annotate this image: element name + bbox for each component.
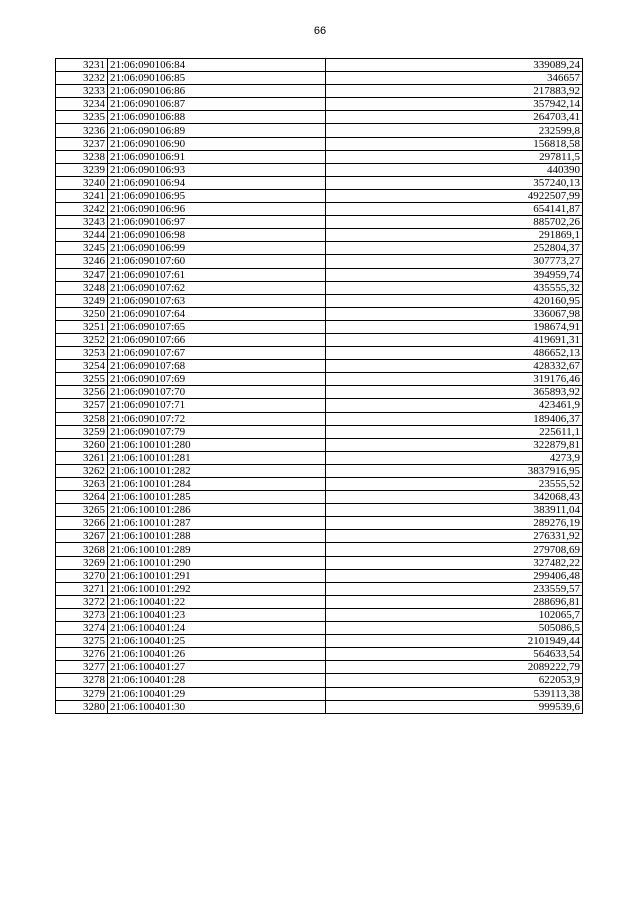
- cadastral-number-cell: 21:06:100101:289: [108, 543, 326, 556]
- cadastral-number-cell: 21:06:100401:22: [108, 595, 326, 608]
- table-row: [56, 543, 583, 556]
- cadastral-number-cell: 21:06:090107:68: [108, 360, 326, 373]
- table-row: [56, 150, 583, 163]
- cadastral-value-cell: 2089222,79: [326, 661, 583, 674]
- table-row: [56, 163, 583, 176]
- cadastral-value-cell: 198674,91: [326, 320, 583, 333]
- cadastral-value-cell: 440390: [326, 163, 583, 176]
- cadastral-value-cell: 264703,41: [326, 111, 583, 124]
- cadastral-value-cell: 217883,92: [326, 85, 583, 98]
- cadastral-number-cell: 21:06:100101:281: [108, 451, 326, 464]
- cadastral-value-cell: 288696,81: [326, 595, 583, 608]
- cadastral-value-cell: 2101949,44: [326, 635, 583, 648]
- table-row: [56, 556, 583, 569]
- row-number-cell: 3253: [56, 347, 108, 360]
- table-row: [56, 255, 583, 268]
- table-row: [56, 674, 583, 687]
- cadastral-value-cell: 297811,5: [326, 150, 583, 163]
- row-number-cell: 3243: [56, 216, 108, 229]
- table-row: [56, 98, 583, 111]
- cadastral-number-cell: 21:06:100101:290: [108, 556, 326, 569]
- cadastral-value-cell: 435555,32: [326, 281, 583, 294]
- row-number-cell: 3232: [56, 72, 108, 85]
- row-number-cell: 3249: [56, 294, 108, 307]
- table-row: [56, 425, 583, 438]
- row-number-cell: 3260: [56, 438, 108, 451]
- cadastral-value-cell: 339089,24: [326, 59, 583, 72]
- table-body: [56, 59, 583, 714]
- row-number-cell: 3257: [56, 399, 108, 412]
- cadastral-value-cell: 4273,9: [326, 451, 583, 464]
- table-row: [56, 569, 583, 582]
- cadastral-number-cell: 21:06:100101:280: [108, 438, 326, 451]
- cadastral-value-cell: 307773,27: [326, 255, 583, 268]
- cadastral-number-cell: 21:06:090106:84: [108, 59, 326, 72]
- cadastral-number-cell: 21:06:090107:60: [108, 255, 326, 268]
- row-number-cell: 3237: [56, 137, 108, 150]
- cadastral-number-cell: 21:06:090107:79: [108, 425, 326, 438]
- table-row: [56, 622, 583, 635]
- cadastral-number-cell: 21:06:100101:287: [108, 517, 326, 530]
- row-number-cell: 3231: [56, 59, 108, 72]
- cadastral-value-cell: 319176,46: [326, 373, 583, 386]
- cadastral-number-cell: 21:06:090106:94: [108, 176, 326, 189]
- cadastral-value-cell: 225611,1: [326, 425, 583, 438]
- cadastral-value-cell: 885702,26: [326, 216, 583, 229]
- cadastral-value-cell: 23555,52: [326, 478, 583, 491]
- row-number-cell: 3240: [56, 176, 108, 189]
- row-number-cell: 3278: [56, 674, 108, 687]
- table-row: [56, 360, 583, 373]
- table-row: [56, 464, 583, 477]
- cadastral-value-cell: 279708,69: [326, 543, 583, 556]
- row-number-cell: 3266: [56, 517, 108, 530]
- cadastral-number-cell: 21:06:100401:28: [108, 674, 326, 687]
- table-row: [56, 111, 583, 124]
- cadastral-number-cell: 21:06:100101:282: [108, 464, 326, 477]
- row-number-cell: 3274: [56, 622, 108, 635]
- row-number-cell: 3273: [56, 608, 108, 621]
- cadastral-value-cell: 291869,1: [326, 229, 583, 242]
- cadastral-value-cell: 276331,92: [326, 530, 583, 543]
- row-number-cell: 3269: [56, 556, 108, 569]
- table-row: [56, 412, 583, 425]
- cadastral-number-cell: 21:06:100101:284: [108, 478, 326, 491]
- cadastral-number-cell: 21:06:090106:97: [108, 216, 326, 229]
- cadastral-number-cell: 21:06:090106:91: [108, 150, 326, 163]
- table-row: [56, 582, 583, 595]
- row-number-cell: 3262: [56, 464, 108, 477]
- row-number-cell: 3246: [56, 255, 108, 268]
- table-row: [56, 635, 583, 648]
- row-number-cell: 3244: [56, 229, 108, 242]
- table-row: [56, 700, 583, 713]
- row-number-cell: 3245: [56, 242, 108, 255]
- table-row: [56, 438, 583, 451]
- cadastral-number-cell: 21:06:100101:291: [108, 569, 326, 582]
- table-row: [56, 216, 583, 229]
- cadastral-number-cell: 21:06:090107:70: [108, 386, 326, 399]
- cadastral-value-cell: 357240,13: [326, 176, 583, 189]
- row-number-cell: 3234: [56, 98, 108, 111]
- cadastral-number-cell: 21:06:090106:98: [108, 229, 326, 242]
- cadastral-value-cell: 423461,9: [326, 399, 583, 412]
- table-row: [56, 242, 583, 255]
- table-row: [56, 320, 583, 333]
- table-row: [56, 373, 583, 386]
- cadastral-number-cell: 21:06:090106:86: [108, 85, 326, 98]
- cadastral-value-cell: 428332,67: [326, 360, 583, 373]
- cadastral-value-cell: 383911,04: [326, 504, 583, 517]
- cadastral-value-cell: 156818,58: [326, 137, 583, 150]
- cadastral-number-cell: 21:06:100101:292: [108, 582, 326, 595]
- table-row: [56, 451, 583, 464]
- table-row: [56, 347, 583, 360]
- row-number-cell: 3277: [56, 661, 108, 674]
- cadastral-value-cell: 486652,13: [326, 347, 583, 360]
- row-number-cell: 3238: [56, 150, 108, 163]
- row-number-cell: 3239: [56, 163, 108, 176]
- cadastral-value-cell: 505086,5: [326, 622, 583, 635]
- row-number-cell: 3235: [56, 111, 108, 124]
- table-row: [56, 661, 583, 674]
- page-number: 66: [313, 25, 327, 37]
- row-number-cell: 3270: [56, 569, 108, 582]
- row-number-cell: 3259: [56, 425, 108, 438]
- cadastral-value-cell: 365893,92: [326, 386, 583, 399]
- row-number-cell: 3252: [56, 333, 108, 346]
- table-row: [56, 504, 583, 517]
- row-number-cell: 3258: [56, 412, 108, 425]
- row-number-cell: 3271: [56, 582, 108, 595]
- cadastral-value-cell: 327482,22: [326, 556, 583, 569]
- table-row: [56, 85, 583, 98]
- cadastral-value-cell: 394959,74: [326, 268, 583, 281]
- cadastral-number-cell: 21:06:090106:99: [108, 242, 326, 255]
- table-row: [56, 229, 583, 242]
- cadastral-number-cell: 21:06:100101:285: [108, 491, 326, 504]
- cadastral-value-cell: 622053,9: [326, 674, 583, 687]
- cadastral-number-cell: 21:06:090107:64: [108, 307, 326, 320]
- cadastral-number-cell: 21:06:090107:63: [108, 294, 326, 307]
- cadastral-value-cell: 4922507,99: [326, 189, 583, 202]
- table-row: [56, 687, 583, 700]
- table-row: [56, 530, 583, 543]
- row-number-cell: 3265: [56, 504, 108, 517]
- table-row: [56, 399, 583, 412]
- cadastral-value-cell: 233559,57: [326, 582, 583, 595]
- row-number-cell: 3263: [56, 478, 108, 491]
- cadastral-number-cell: 21:06:100401:25: [108, 635, 326, 648]
- cadastral-number-cell: 21:06:090107:65: [108, 320, 326, 333]
- cadastral-number-cell: 21:06:090107:62: [108, 281, 326, 294]
- table-row: [56, 294, 583, 307]
- cadastral-value-cell: 232599,8: [326, 124, 583, 137]
- row-number-cell: 3233: [56, 85, 108, 98]
- table-row: [56, 386, 583, 399]
- cadastral-value-cell: 252804,37: [326, 242, 583, 255]
- cadastral-number-cell: 21:06:090107:72: [108, 412, 326, 425]
- cadastral-number-cell: 21:06:090107:66: [108, 333, 326, 346]
- row-number-cell: 3264: [56, 491, 108, 504]
- cadastral-number-cell: 21:06:100401:30: [108, 700, 326, 713]
- row-number-cell: 3248: [56, 281, 108, 294]
- cadastral-value-cell: 420160,95: [326, 294, 583, 307]
- cadastral-value-cell: 336067,98: [326, 307, 583, 320]
- row-number-cell: 3279: [56, 687, 108, 700]
- cadastral-number-cell: 21:06:090106:88: [108, 111, 326, 124]
- row-number-cell: 3267: [56, 530, 108, 543]
- cadastral-value-cell: 342068,43: [326, 491, 583, 504]
- table-row: [56, 176, 583, 189]
- table-row: [56, 59, 583, 72]
- table-row: [56, 72, 583, 85]
- row-number-cell: 3236: [56, 124, 108, 137]
- table-row: [56, 333, 583, 346]
- table-row: [56, 595, 583, 608]
- row-number-cell: 3256: [56, 386, 108, 399]
- cadastral-value-cell: 299406,48: [326, 569, 583, 582]
- cadastral-number-cell: 21:06:100401:27: [108, 661, 326, 674]
- table-row: [56, 608, 583, 621]
- cadastral-number-cell: 21:06:090106:90: [108, 137, 326, 150]
- table-row: [56, 478, 583, 491]
- cadastral-number-cell: 21:06:090106:89: [108, 124, 326, 137]
- row-number-cell: 3275: [56, 635, 108, 648]
- row-number-cell: 3242: [56, 203, 108, 216]
- cadastral-number-cell: 21:06:090107:69: [108, 373, 326, 386]
- cadastral-number-cell: 21:06:100401:26: [108, 648, 326, 661]
- cadastral-value-cell: 102065,7: [326, 608, 583, 621]
- cadastral-number-cell: 21:06:100101:286: [108, 504, 326, 517]
- cadastral-number-cell: 21:06:090106:95: [108, 189, 326, 202]
- row-number-cell: 3241: [56, 189, 108, 202]
- cadastral-value-cell: 654141,87: [326, 203, 583, 216]
- row-number-cell: 3268: [56, 543, 108, 556]
- table-row: [56, 268, 583, 281]
- table-row: [56, 137, 583, 150]
- table-row: [56, 307, 583, 320]
- cadastral-value-cell: 289276,19: [326, 517, 583, 530]
- cadastral-number-cell: 21:06:100401:29: [108, 687, 326, 700]
- cadastral-number-cell: 21:06:090107:61: [108, 268, 326, 281]
- table-row: [56, 281, 583, 294]
- cadastral-value-cell: 3837916,95: [326, 464, 583, 477]
- cadastral-number-cell: 21:06:100401:23: [108, 608, 326, 621]
- cadastral-number-cell: 21:06:100101:288: [108, 530, 326, 543]
- cadastral-number-cell: 21:06:100401:24: [108, 622, 326, 635]
- cadastral-value-cell: 322879,81: [326, 438, 583, 451]
- row-number-cell: 3255: [56, 373, 108, 386]
- cadastral-value-cell: 999539,6: [326, 700, 583, 713]
- cadastral-value-cell: 346657: [326, 72, 583, 85]
- cadastral-value-cell: 564633,54: [326, 648, 583, 661]
- row-number-cell: 3250: [56, 307, 108, 320]
- table-row: [56, 517, 583, 530]
- table-row: [56, 189, 583, 202]
- cadastral-number-cell: 21:06:090106:96: [108, 203, 326, 216]
- table-row: [56, 648, 583, 661]
- cadastral-value-cell: 539113,38: [326, 687, 583, 700]
- table-row: [56, 124, 583, 137]
- cadastral-value-cell: 419691,31: [326, 333, 583, 346]
- cadastral-value-cell: 357942,14: [326, 98, 583, 111]
- cadastral-value-cell: 189406,37: [326, 412, 583, 425]
- cadastral-number-cell: 21:06:090106:87: [108, 98, 326, 111]
- row-number-cell: 3247: [56, 268, 108, 281]
- cadastral-number-cell: 21:06:090107:67: [108, 347, 326, 360]
- table-row: [56, 491, 583, 504]
- row-number-cell: 3254: [56, 360, 108, 373]
- table-row: [56, 203, 583, 216]
- cadastral-number-cell: 21:06:090106:93: [108, 163, 326, 176]
- row-number-cell: 3261: [56, 451, 108, 464]
- row-number-cell: 3276: [56, 648, 108, 661]
- row-number-cell: 3272: [56, 595, 108, 608]
- cadastral-number-cell: 21:06:090106:85: [108, 72, 326, 85]
- cadastral-number-cell: 21:06:090107:71: [108, 399, 326, 412]
- cadastral-value-table: [55, 58, 583, 714]
- row-number-cell: 3251: [56, 320, 108, 333]
- row-number-cell: 3280: [56, 700, 108, 713]
